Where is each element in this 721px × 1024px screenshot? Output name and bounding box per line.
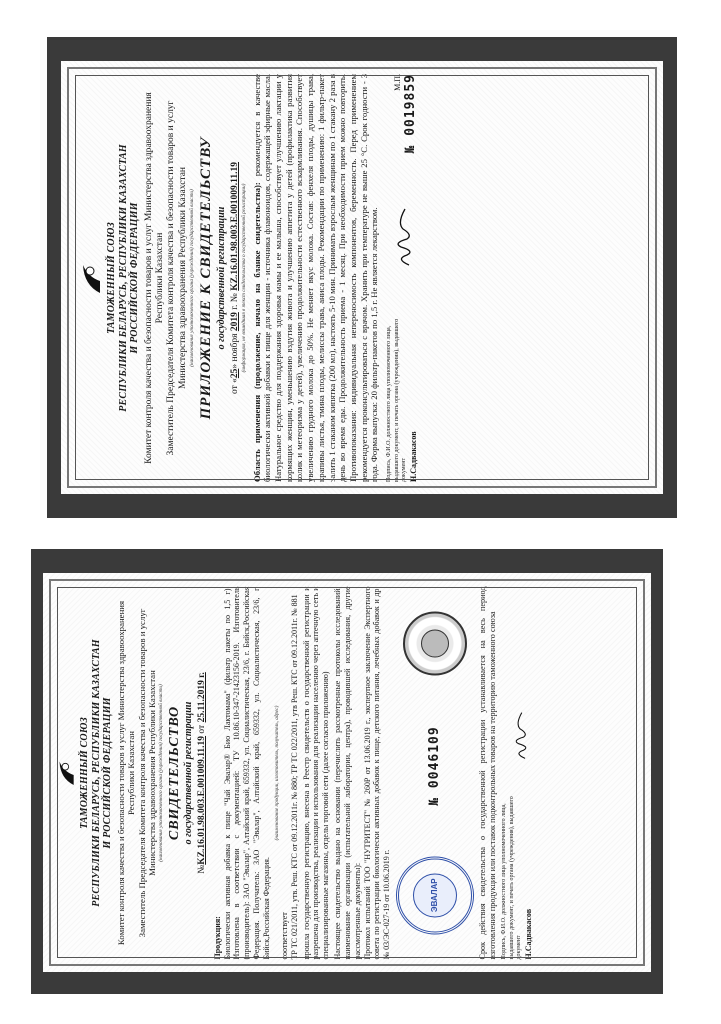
number-prefix: г. № [229,292,240,310]
admitted-text: прошла государственную регистрацию, внесена в Реестр свидетельств о государственной регистрации и разрешена для производства, реализации и использования [301,586,321,959]
appendix-title: ПРИЛОЖЕНИЕ К СВИДЕТЕЛЬСТВУ [198,136,215,419]
issuing-organization: Комитет контроля качества и безопасности товаров и услуг Министерства здравоохранения Республики Казахстан [143,91,165,464]
stamp-center: ЭВАЛАР [413,873,457,917]
date-day: 25 [229,368,240,378]
serial-prefix: № [402,144,418,153]
union-title: ТАМОЖЕННЫЙ СОЮЗ [79,716,90,829]
number-prefix: № [197,864,208,874]
registration-date: 25.11.2019 г. [197,671,208,722]
usage-text: для реализации населению через аптечную сеть и специализированные магазины, отделы торговой сети (далее согласно приложению) [311,586,331,959]
seal-placeholder-label: М.П. [392,73,402,91]
certificate-signature-row [501,586,534,959]
serial-value: 0019859 [402,73,418,136]
certificate-body [213,586,392,959]
appendix-body [252,74,380,482]
certificate-title: СВИДЕТЕЛЬСТВО [166,705,182,840]
signing-authority: Заместитель Председателя Комитета контроля качества и безопасности товаров и услуг Министерства здравоохранения Республики Казахстан [136,608,158,937]
signature-icon [512,689,533,782]
customs-union-emblem-icon [57,586,77,959]
signing-authority: Заместитель Председателя Комитета контроля качества и безопасности товаров и услуг Министерства здравоохранения Республики Казахстан [166,100,188,455]
product-text: Биологически активная добавка к пище "Чай Эвалар® Био Лактомама" (фильтр пакеты по 1,5 г). Изготовлена в соответствии с документацией: ТУ 10.86.10-347-21423156-2019. Изготовитель (производитель): ЗАО "Эвалар", Алтайский край, 659332, ул. Социалистическая, 23/6, г. Бийск,Российская Федерация. Получатель: ЗАО "Эвалар", Алтайский край, 659332, ул. Социалистическая, 23/6, г. Бийск,Российская Федерация. [222,586,271,959]
official-seal-icon [403,611,467,675]
basis-text: Настоящее свидетельство выдано на основании (перечислить рассмотренные протоколы исследований, наименование организации (испытательной лаборатории, центра), проводившей исследования, другие рассмотренные документы): [333,586,362,959]
customs-union-emblem-icon [80,74,104,482]
serial-prefix: № [427,796,443,806]
validity-text: Срок действия свидетельства о государственной регистрации устанавливается на весь период изготовления продукции или поставок подконтрольных товаров на территорию таможенного союза [478,586,498,959]
company-stamp-icon [396,856,474,934]
registration-number: KZ.16.01.98.003.E.001009.11.19 [229,161,240,291]
signature-caption: Подпись, Ф.И.О. должностного лица уполномоченного лица, выдавшего документ, и печать органа (учреждения), выдавшего документ [501,795,523,959]
date-year: 2019 [229,311,240,331]
date-prefix: от « [229,377,240,394]
signature-caption: Подпись, Ф.И.О. должностного лица уполномоченного лица, выдавшего документ, и печать органа (учреждения), выдавшего документ [386,318,408,482]
conforms-text: ТР ТС 021/2011, утв. Реш. КТС от 09.12.2011г. № 880; ТР ТС 022/2011, утв Реш. КТС от 09.12.2011г. № 881 [289,593,299,959]
appendix-signature-row [386,74,419,482]
date-prefix: от [197,724,208,734]
body-text: рекомендуется в качестве биологически активной добавки к пище для женщин - источника флавоноидов, содержащей эфирные масла. Натуральное средство для поддержания здоровья мамы и ее малыша, способствует улучшению лактации у кормящих женщин, уменьшению вздутия живота и улучшению аппетита у детей (профилактика развития колик и метеоризма у детей), увеличению продолжительности естественного вскармливания. Способствует увеличению грудного молока до 50%. Не меняет вкус молока. Состав: фенхеля плоды, душицы трава, крапивы листья, тмина плоды, мелиссы трава, аниса плоды. Рекомендации по применению: 1 фильтр-пакет залить 1 стаканом кипятка (200 мл), настоять 5-10 мин. Принимать взрослым женщинам по 1 стакану 2 раза в день во время еды. Продолжительность приема - 1 месяц. При необходимости прием можно повторить. Противопоказания: индивидуальная непереносимость компонентов, беременность. Перед применением рекомендуется проконсультироваться с врачом. Хранить при температуре не выше 25 °С. Срок годности - 3 года. Форма выпуска: 20 фильтр-пакетов по 1,5 г. Не является лекарством. [251,73,380,482]
certificate-registration-line [197,586,209,959]
signatory-name: Н.Садвакасов [523,908,533,959]
organization-caption: (наименование уполномоченного органа (учреждения) государственной власти) [189,188,196,367]
appendix-serial-number [403,74,419,176]
conforms-label: соответствует [279,911,289,959]
issuing-organization: Комитет контроля качества и безопасности товаров и услуг Министерства здравоохранения Республики Казахстан [115,600,137,945]
appendix-content [72,68,652,488]
number-caption: (информация, не вошедшая в текст свидетельства о государственной регистрации) [241,183,248,372]
union-republics: РЕСПУБЛИКИ БЕЛАРУСЬ, РЕСПУБЛИКИ КАЗАХСТАН [90,638,102,907]
certificate-serial-number [427,726,443,805]
date-month: » ноября [229,333,240,369]
serial-value: 0046109 [427,725,443,788]
union-federation: И РОССИЙСКОЙ ФЕДЕРАЦИИ [129,201,140,354]
certificate-document [31,549,663,994]
union-republics: РЕСПУБЛИКИ БЕЛАРУСЬ, РЕСПУБЛИКИ КАЗАХСТАН [117,143,129,412]
product-label: Продукция: [212,915,222,959]
appendix-document [47,37,677,518]
body-intro: Область применения (продолжение, начало на бланке свидетельства): [251,181,262,482]
signature-icon [393,186,418,288]
seal-emblem-icon [421,629,449,657]
signatory-name: Н.Садвакасов [408,430,418,482]
organization-caption: (наименование уполномоченного органа (учреждения) государственной власти) [157,683,164,862]
appendix-subtitle: о государственной регистрации [215,206,227,349]
certificate-content [51,580,643,965]
stamp-zone [396,586,474,959]
appendix-registration-line [230,74,242,482]
union-federation: И РОССИЙСКОЙ ФЕДЕРАЦИИ [102,696,113,849]
product-caption: (наименование продукции, изготовитель, получатель, адрес) [273,705,280,840]
protocols-text: Протокол испытаний ТОО "НУТРИТЕСТ" № 260Р от 13.06.2019 г., экспертное заключение Экспертного совета по регистрации биологически активных добавок к пище, детского питания, лечебных добавок и др. № 03/ЭС-027-19 от 10.06.2019 г. [362,586,392,959]
union-title: ТАМОЖЕННЫЙ СОЮЗ [106,221,117,334]
registration-number: KZ.16.01.98.003.E.001009.11.19 [197,735,208,865]
certificate-subtitle: о государственной регистрации [183,701,194,844]
